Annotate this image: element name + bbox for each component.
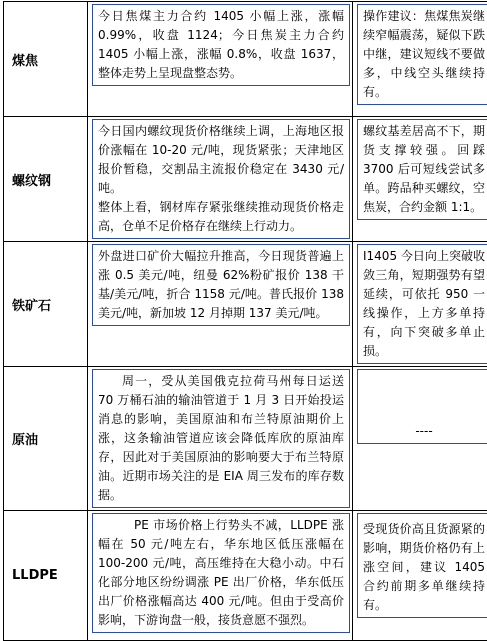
advice-text: I1405 今日向上突破收敛三角，短期强势有望延续，可依托 950 一线操作，上方多单持有，向下突破多单止损。 — [357, 244, 487, 364]
advice-text: ---- — [357, 369, 487, 444]
advice-text: 操作建议：焦煤焦炭继续窄幅震荡，疑似下跌中继，建议短线不要做多，中线空头继续持有。 — [357, 4, 487, 105]
analysis-text — [92, 244, 350, 326]
analysis-text — [92, 119, 350, 239]
commodity-name: 铁矿石 — [4, 242, 88, 367]
analysis-paragraph: 周一，受从美国俄克拉荷马州每日运送 70 万桶石油的输油管道于 1 月 3 日开始投运消息的影响，美国原油和布兰特原油期价上涨，这条输油管道应该会降低库欣的原油库存，因此对于美国原油的影响要大于布兰特原油。近期市场关注的是 EIA 周三发布的库存数据。 — [98, 372, 344, 505]
table-row — [4, 242, 487, 367]
market-commentary-table — [3, 1, 487, 641]
table-row — [4, 367, 487, 511]
table-row — [4, 117, 487, 242]
advice-text: 受现货价高且货源紧的影响，期货价格仍有上涨空间，建议 1405 合约前期多单继续持有。 — [357, 513, 487, 618]
analysis-paragraph: 今日国内螺纹现货价格继续上调，上海地区报价涨幅在 10-20 元/吨，现货紧张；天津地区报价暂稳，交割品主流报价稳定在 3430 元/吨。 — [98, 122, 344, 198]
analysis-text — [92, 513, 350, 633]
commodity-name: 螺纹钢 — [4, 117, 88, 242]
analysis-paragraph: 外盘进口矿价大幅拉升推高，今日现货普遍上涨 0.5 美元/吨，纽曼 62%粉矿报价 138 干基/美元/吨，折合 1158 元/吨。普氏报价 138 美元/吨，新加坡 12 月掉期 137 美元/吨。 — [98, 247, 344, 323]
table-row — [4, 511, 487, 641]
analysis-paragraph: 今日焦煤主力合约 1405 小幅上涨，涨幅 0.99%，收盘 1124；今日焦炭主力合约 1405 小幅上涨，涨幅 0.8%，收盘 1637，整体走势上呈现盘整态势。 — [98, 7, 344, 83]
commodity-name: LLDPE — [4, 511, 88, 641]
analysis-paragraph: 整体上看，钢材库存紧张继续推动现货价格走高，仓单不足价格存在继续上行动力。 — [98, 198, 344, 236]
analysis-text — [92, 369, 350, 508]
analysis-paragraph: PE 市场价格上行势头不减，LLDPE 涨幅在 50 元/吨左右，华东地区低压涨幅在 100-200 元/吨，高压维持在大稳小动。中石化部分地区纷纷调涨 PE 出厂价格，华东低压出厂价格涨幅高达 400 元/吨。但由于受高价影响，下游询盘一般，接货意愿不强烈。 — [98, 516, 344, 630]
advice-text: 螺纹基差居高不下，期货支撑较强。回踩 3700 后可短线尝试多单。跨品种买螺纹，空焦炭，合约金额 1:1。 — [357, 119, 487, 220]
commodity-name: 原油 — [4, 367, 88, 511]
table-row — [4, 2, 487, 117]
commodity-name: 煤焦 — [4, 2, 88, 117]
analysis-text — [92, 4, 350, 86]
